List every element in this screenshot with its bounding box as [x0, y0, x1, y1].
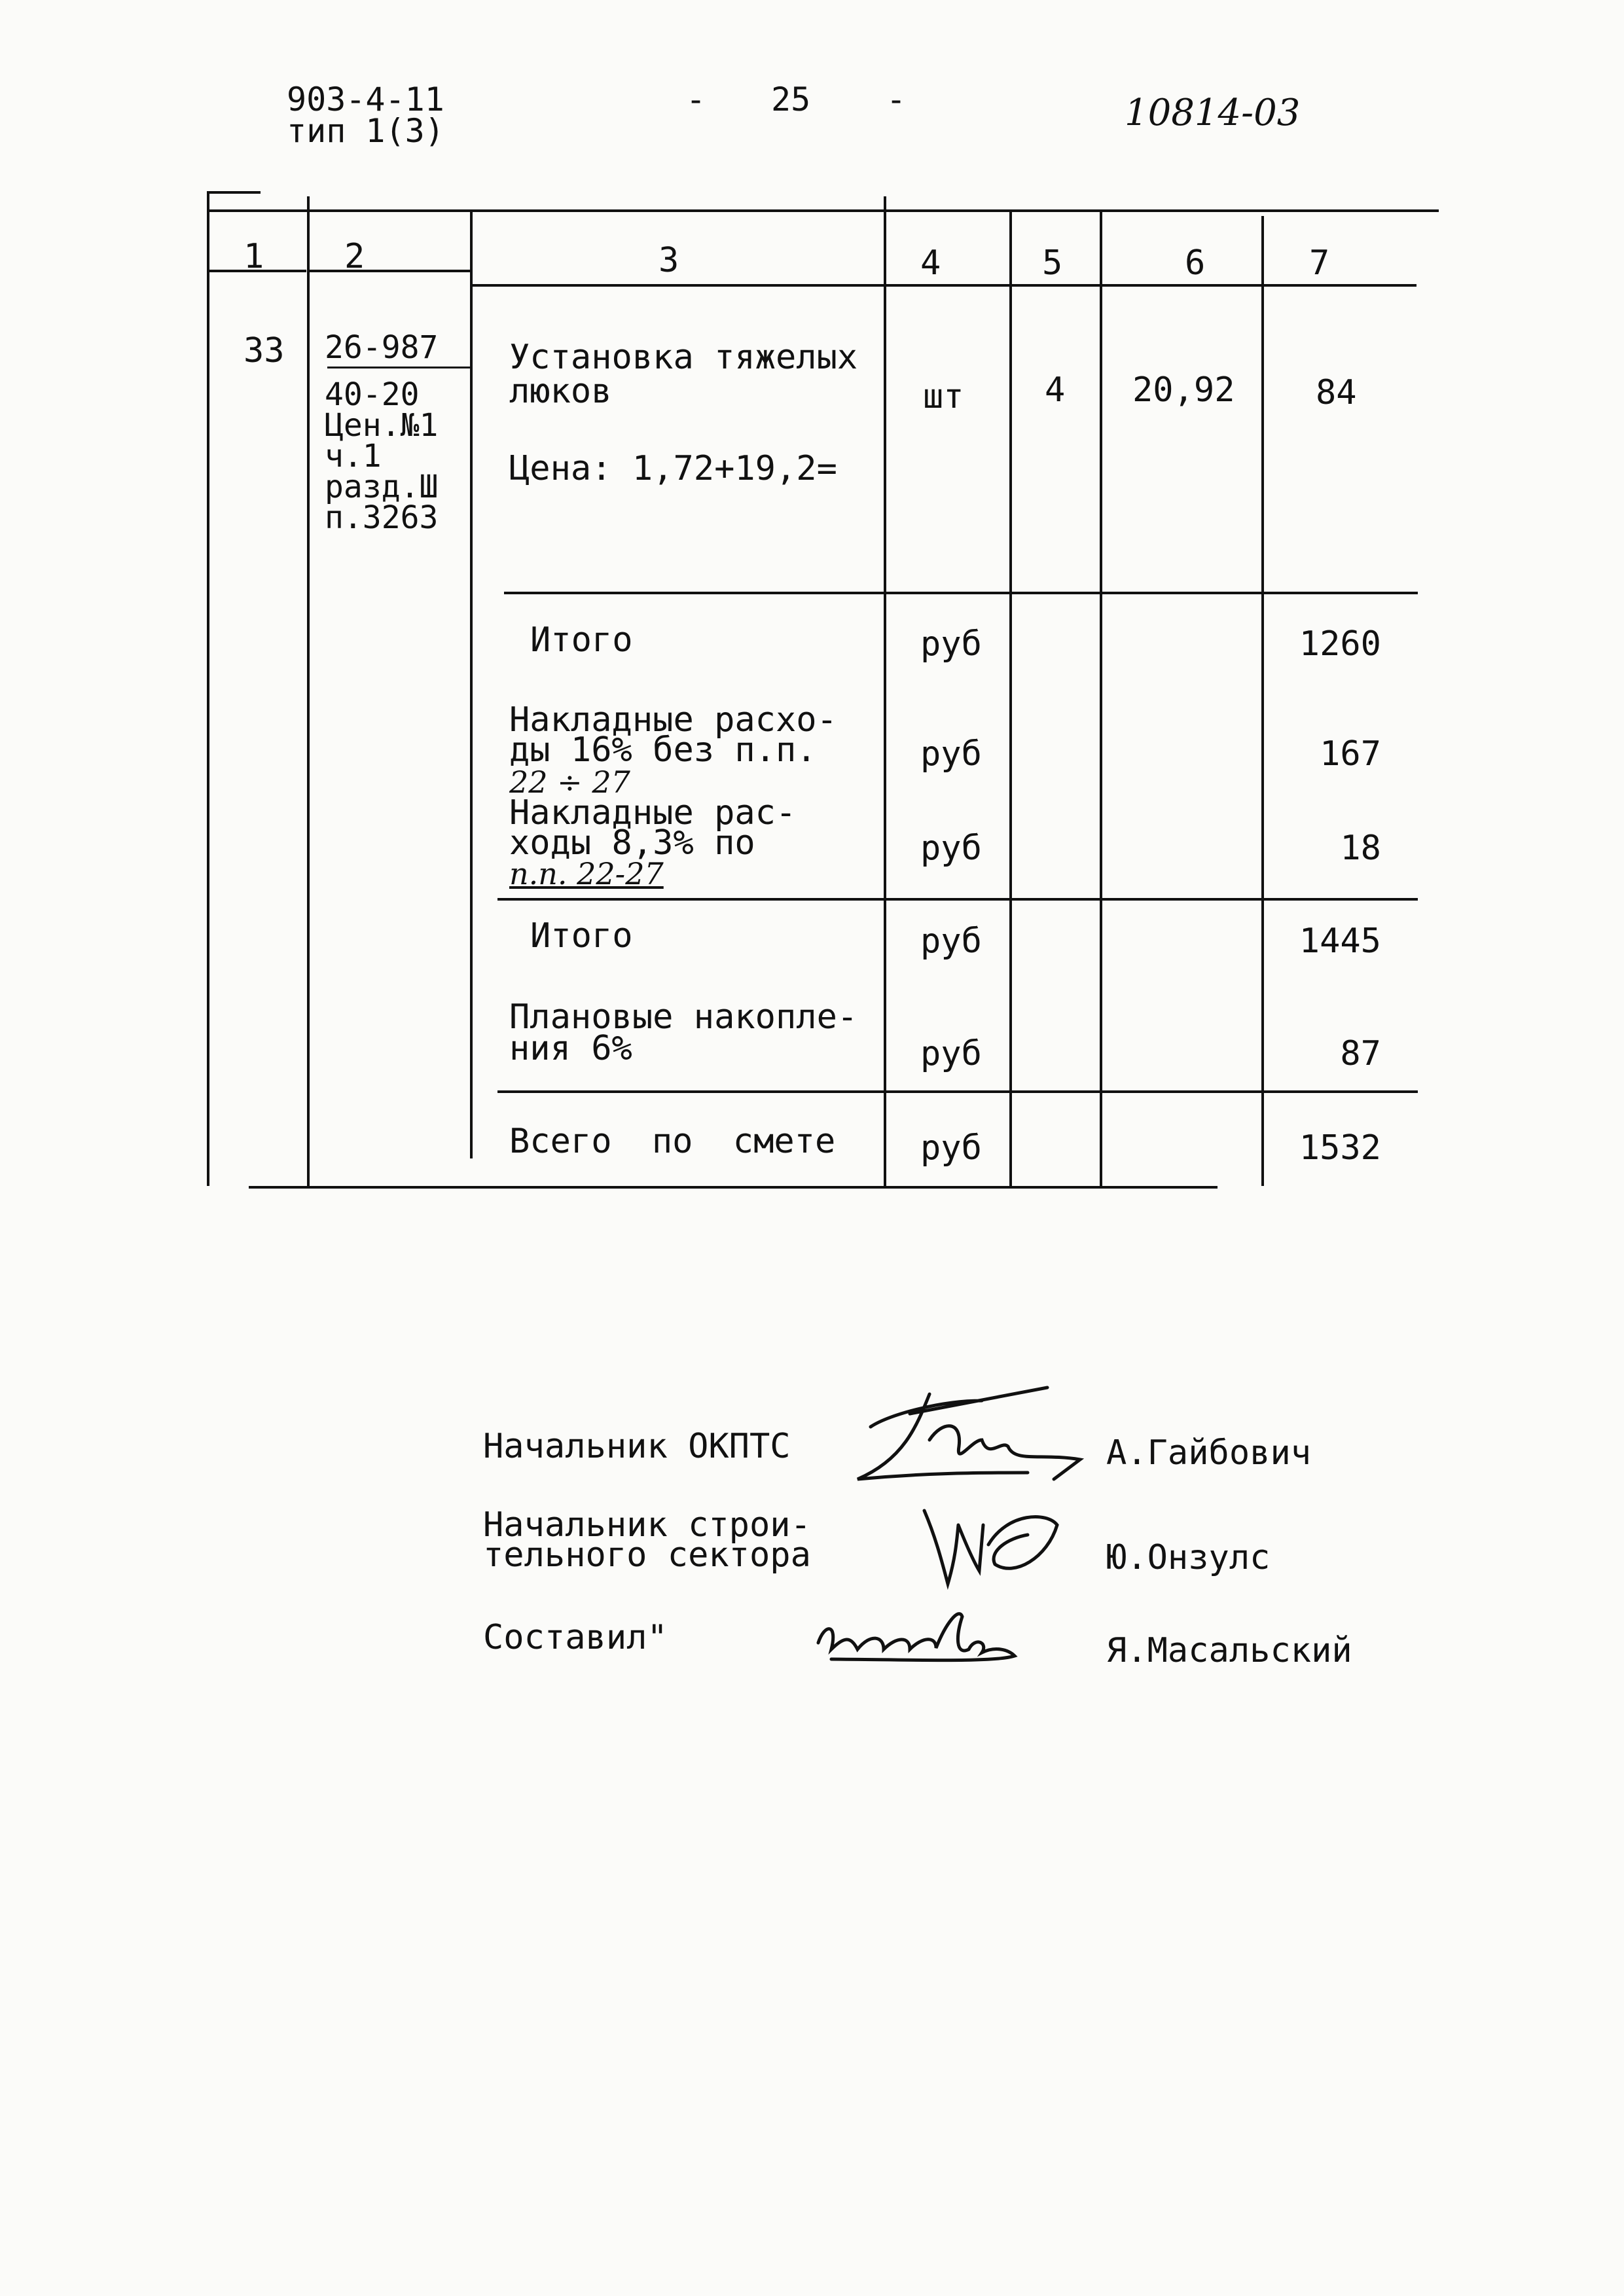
signature-title-line: тельного сектора [483, 1535, 811, 1575]
page-number: 25 [771, 81, 811, 118]
page-dash-left: - [686, 81, 706, 118]
table-top-rule [208, 209, 1439, 212]
column-header-6: 6 [1185, 243, 1206, 283]
col-border-2 [470, 209, 473, 1158]
header-rule-rest [471, 284, 1416, 287]
table-bottom-rule [249, 1186, 1218, 1189]
handwritten-signature [916, 1499, 1074, 1590]
summary-unit: руб [920, 624, 982, 664]
item-quantity: 4 [1045, 370, 1066, 410]
header-rule-col2 [308, 270, 471, 272]
item-price-formula: Цена: 1,72+19,2= [509, 449, 837, 488]
item-code-line: Цен.№1 [325, 407, 439, 444]
item-row-number: 33 [244, 331, 285, 370]
inventory-number: 10814-03 [1125, 92, 1301, 134]
column-header-4: 4 [920, 243, 941, 283]
item-unit: шт [923, 377, 964, 416]
handwritten-signature [831, 1374, 1093, 1499]
summary-label-line: ходы 8,3% по [509, 823, 755, 863]
summary-label-line: ды 16% без п.п. [509, 730, 817, 770]
col-border-1 [307, 196, 310, 1186]
summary-total: 1445 [1299, 922, 1381, 961]
item-description-line: Установка тяжелых [509, 338, 858, 377]
signature-title-line: Составил" [483, 1618, 668, 1657]
item-code-line: разд.Ш [325, 469, 439, 505]
col-border-0 [207, 191, 209, 1186]
summary-unit: руб [920, 829, 982, 868]
summary-label-line: Всего по смете [509, 1122, 836, 1161]
summary-label-line: 22 ÷ 27 [509, 764, 630, 800]
item-code-line: 40-20 [325, 376, 420, 413]
summary-unit: руб [920, 734, 982, 774]
subtotal-rule [497, 898, 1418, 901]
summary-total: 18 [1340, 829, 1381, 868]
item-total: 84 [1316, 373, 1357, 412]
column-header-7: 7 [1309, 243, 1330, 283]
summary-total: 167 [1320, 734, 1381, 774]
col-border-6 [1261, 216, 1264, 1186]
summary-label-line: Накладные рас- [509, 793, 797, 833]
summary-total: 1260 [1299, 624, 1381, 664]
summary-unit: руб [920, 1034, 982, 1073]
item-description-line: люков [509, 372, 612, 411]
summary-unit: руб [920, 922, 982, 961]
column-header-2: 2 [344, 237, 365, 276]
handwritten-signature [805, 1597, 1021, 1676]
summary-label-line: Плановые накопле- [509, 997, 858, 1037]
summary-label-line: Итого [530, 916, 633, 956]
column-header-5: 5 [1042, 243, 1063, 283]
summary-label-line: ния 6% [509, 1029, 632, 1068]
code-underline [327, 367, 471, 368]
signature-title-line: Начальник строи- [483, 1505, 811, 1545]
summary-total: 87 [1340, 1034, 1381, 1073]
item-code-main: 26-987 [325, 329, 439, 366]
signature-title-line: Начальник ОКПТС [483, 1427, 791, 1466]
item-unit-price: 20,92 [1132, 370, 1235, 410]
page-dash-right: - [886, 81, 907, 118]
table-top-rule-left [208, 191, 261, 194]
grand-total-rule [497, 1090, 1418, 1093]
summary-unit: руб [920, 1128, 982, 1168]
item-bottom-rule [504, 592, 1418, 594]
col-border-3 [884, 196, 886, 1186]
item-code-line: п.3263 [325, 499, 439, 536]
signer-name: Я.Масальский [1106, 1631, 1352, 1670]
summary-label-line: Итого [530, 620, 633, 660]
summary-label-line: п.п. 22-27 [509, 856, 664, 891]
summary-total: 1532 [1299, 1128, 1381, 1168]
column-header-3: 3 [659, 241, 679, 280]
document-type: тип 1(3) [287, 112, 444, 150]
col-border-4 [1009, 209, 1012, 1186]
column-header-1: 1 [244, 237, 264, 276]
col-border-5 [1100, 209, 1102, 1186]
item-code-line: ч.1 [325, 438, 382, 475]
signer-name: А.Гайбович [1106, 1433, 1312, 1473]
summary-label-line: Накладные расхо- [509, 700, 837, 740]
document-code: 903-4-11 [287, 81, 444, 118]
signer-name: Ю.Онзулс [1106, 1538, 1271, 1577]
